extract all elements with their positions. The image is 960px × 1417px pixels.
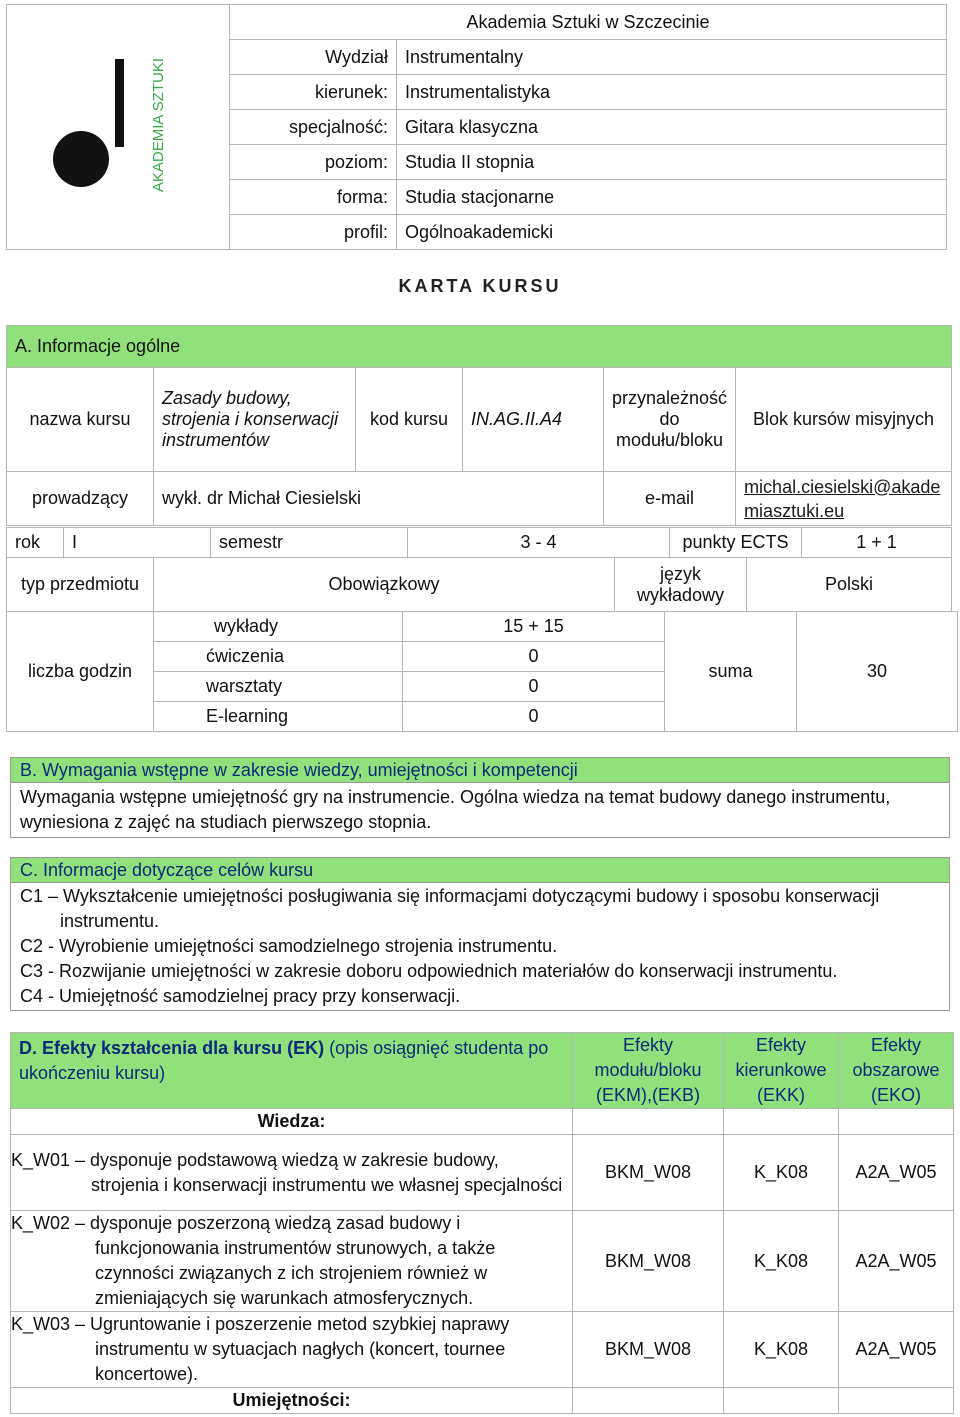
language-value: Polski bbox=[747, 558, 952, 612]
kw03-eko: A2A_W05 bbox=[839, 1312, 954, 1388]
hours-lecture-label: wykłady bbox=[154, 612, 403, 642]
section-b-requirements bbox=[10, 757, 950, 838]
kw03-ekk: K_K08 bbox=[724, 1312, 839, 1388]
logo-cell bbox=[7, 5, 230, 250]
field-label: kierunek: bbox=[230, 75, 397, 110]
knowledge-label: Wiedza: bbox=[11, 1109, 573, 1135]
sum-label: suma bbox=[665, 612, 797, 732]
specialty-value: Gitara klasyczna bbox=[397, 110, 947, 145]
hours-elearning-value: 0 bbox=[403, 702, 665, 732]
module-label: przynależność do modułu/bloku bbox=[604, 368, 736, 472]
ects-value: 1 + 1 bbox=[802, 528, 952, 558]
semester-value: 3 - 4 bbox=[408, 528, 670, 558]
lecturer-label: prowadzący bbox=[7, 472, 154, 526]
course-code-label: kod kursu bbox=[356, 368, 463, 472]
year-label: rok bbox=[7, 528, 64, 558]
section-d-outcomes bbox=[10, 1032, 954, 1414]
kw02-ekm: BKM_W08 bbox=[573, 1211, 724, 1312]
objective-c4: C4 - Umiejętność samodzielnej pracy przy konserwacji. bbox=[20, 986, 461, 1006]
profile-value: Ogólnoakademicki bbox=[397, 215, 947, 250]
form-label: forma: bbox=[230, 180, 397, 215]
semester-label: semestr bbox=[211, 528, 408, 558]
type-label: typ przedmiotu bbox=[7, 558, 154, 612]
section-b-heading: B. Wymagania wstępne w zakresie wiedzy, umiejętności i kompetencji bbox=[11, 758, 949, 783]
field-value: Instrumentalistyka bbox=[397, 75, 947, 110]
specialty-label: specjalność: bbox=[230, 110, 397, 145]
section-a-general bbox=[6, 325, 952, 526]
email-link[interactable]: michal.ciesielski@akademiasztuki.eu bbox=[736, 472, 952, 526]
faculty-label: Wydział bbox=[230, 40, 397, 75]
skills-label: Umiejętności: bbox=[11, 1388, 573, 1414]
module-value: Blok kursów misyjnych bbox=[736, 368, 952, 472]
hours-elearning-label: E-learning bbox=[154, 702, 403, 732]
institution-name: Akademia Sztuki w Szczecinie bbox=[230, 5, 947, 40]
outcome-kw01: K_W01 – dysponuje podstawową wiedzą w zakresie budowy, strojenia i konserwacji instrumentu we własnej specjalności bbox=[11, 1135, 573, 1211]
objective-c2: C2 - Wyrobienie umiejętności samodzielnego strojenia instrumentu. bbox=[20, 936, 558, 956]
course-code: IN.AG.II.A4 bbox=[463, 368, 604, 472]
email-label: e-mail bbox=[604, 472, 736, 526]
objective-c1: C1 – Wykształcenie umiejętności posługiwania się informacjami dotyczącymi budowy i sposobu konserwacji instrumentu. bbox=[20, 886, 880, 931]
hours-exercises-value: 0 bbox=[403, 642, 665, 672]
header-table bbox=[6, 4, 947, 250]
outcome-kw02: K_W02 – dysponuje poszerzoną wiedzą zasad budowy i funkcjonowania instrumentów strunowych, a także czynności związanych z ich strojeniem również w zmieniających się warunkach atmosferycznych. bbox=[11, 1211, 573, 1312]
ects-label: punkty ECTS bbox=[670, 528, 802, 558]
section-c-objectives bbox=[10, 857, 950, 1011]
year-value: I bbox=[64, 528, 211, 558]
year-semester-row bbox=[6, 527, 952, 558]
section-a-heading: A. Informacje ogólne bbox=[7, 326, 952, 368]
form-value: Studia stacjonarne bbox=[397, 180, 947, 215]
profile-label: profil: bbox=[230, 215, 397, 250]
hours-workshops-value: 0 bbox=[403, 672, 665, 702]
kw01-eko: A2A_W05 bbox=[839, 1135, 954, 1211]
academy-logo bbox=[53, 55, 183, 195]
kw01-ekm: BKM_W08 bbox=[573, 1135, 724, 1211]
course-name: Zasady budowy, strojenia i konserwacji instrumentów bbox=[154, 368, 356, 472]
type-language-row bbox=[6, 557, 952, 612]
kw01-ekk: K_K08 bbox=[724, 1135, 839, 1211]
level-label: poziom: bbox=[230, 145, 397, 180]
col-module-header: Efekty modułu/bloku (EKM),(EKB) bbox=[573, 1033, 724, 1109]
hours-label: liczba godzin bbox=[7, 612, 154, 732]
level-value: Studia II stopnia bbox=[397, 145, 947, 180]
faculty-value: Instrumentalny bbox=[397, 40, 947, 75]
section-c-heading: C. Informacje dotyczące celów kursu bbox=[11, 858, 949, 883]
kw02-ekk: K_K08 bbox=[724, 1211, 839, 1312]
kw02-eko: A2A_W05 bbox=[839, 1211, 954, 1312]
hours-workshops-label: warsztaty bbox=[154, 672, 403, 702]
sum-value: 30 bbox=[797, 612, 958, 732]
objective-c3: C3 - Rozwijanie umiejętności w zakresie doboru odpowiednich materiałów do konserwacji instrumentu. bbox=[20, 961, 838, 981]
type-value: Obowiązkowy bbox=[154, 558, 615, 612]
kw03-ekm: BKM_W08 bbox=[573, 1312, 724, 1388]
col-area-header: Efekty obszarowe (EKO) bbox=[839, 1033, 954, 1109]
svg-text:AKADEMIA SZTUKI: AKADEMIA SZTUKI bbox=[150, 57, 167, 192]
hours-table bbox=[6, 611, 958, 732]
language-label: język wykładowy bbox=[615, 558, 747, 612]
page-title: KARTA KURSU bbox=[398, 276, 562, 296]
hours-exercises-label: ćwiczenia bbox=[154, 642, 403, 672]
course-name-label: nazwa kursu bbox=[7, 368, 154, 472]
col-field-header: Efekty kierunkowe (EKK) bbox=[724, 1033, 839, 1109]
lecturer-name: wykł. dr Michał Ciesielski bbox=[154, 472, 604, 526]
section-d-heading: D. Efekty kształcenia dla kursu (EK) (opis osiągnięć studenta po ukończeniu kursu) bbox=[11, 1033, 573, 1109]
section-b-text: Wymagania wstępne umiejętność gry na instrumencie. Ogólna wiedza na temat budowy danego instrumentu, wyniesiona z zajęć na studiach pierwszego stopnia. bbox=[20, 787, 891, 832]
outcome-kw03: K_W03 – Ugruntowanie i poszerzenie metod szybkiej naprawy instrumentu w sytuacjach nagłych (koncert, tournee koncertowe). bbox=[11, 1312, 573, 1388]
hours-lecture-value: 15 + 15 bbox=[403, 612, 665, 642]
